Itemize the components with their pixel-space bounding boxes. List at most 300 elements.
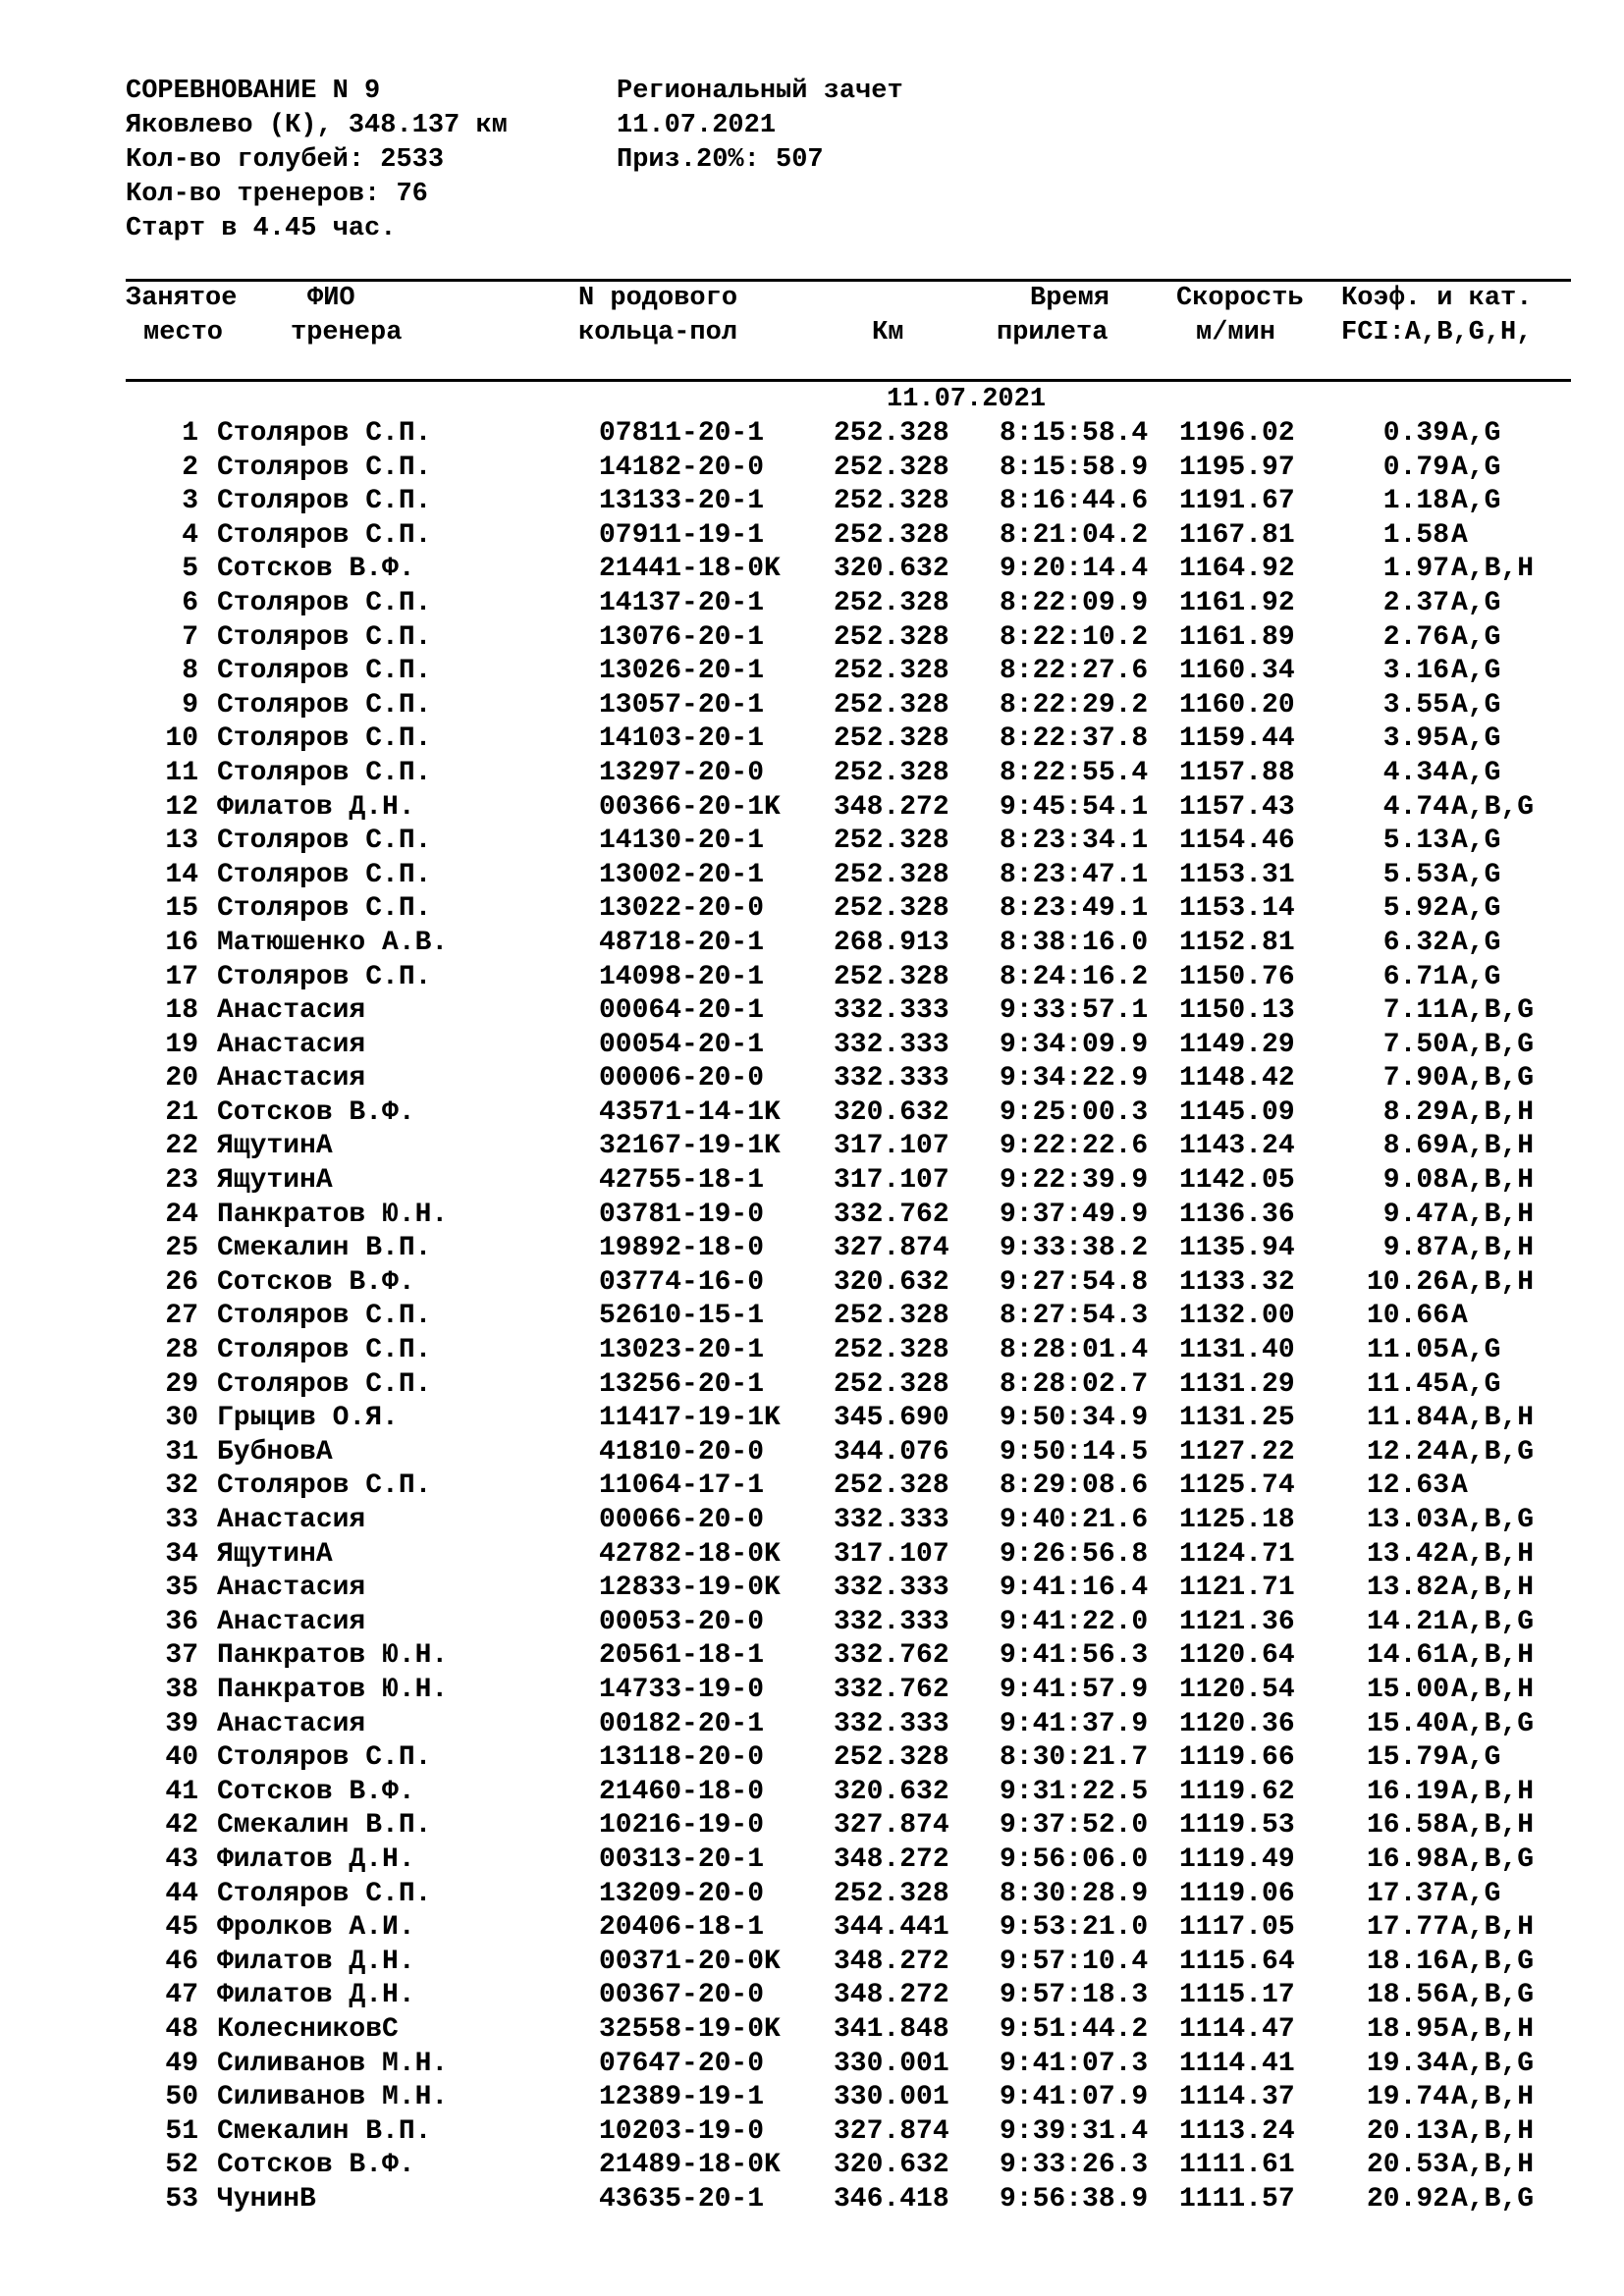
category-cell: A,G bbox=[1451, 826, 1501, 857]
fanciers-count: Кол-во тренеров: 76 bbox=[126, 180, 428, 209]
coefficient-cell: 4.34 bbox=[1382, 757, 1449, 788]
table-row bbox=[0, 1606, 1624, 1640]
arrival-time-cell: 9:41:57.9 bbox=[1000, 1674, 1149, 1705]
distance-cell: 320.632 bbox=[834, 1776, 949, 1807]
place-cell: 18 bbox=[165, 995, 198, 1027]
ring-number-cell: 13076-20-1 bbox=[599, 621, 765, 653]
arrival-time-cell: 9:26:56.8 bbox=[1000, 1538, 1149, 1570]
ring-number-cell: 43635-20-1 bbox=[599, 2183, 765, 2215]
speed-cell: 1145.09 bbox=[1179, 1096, 1295, 1128]
fancier-name-cell: Столяров С.П. bbox=[217, 1742, 432, 1774]
table-row bbox=[0, 587, 1624, 621]
table-row bbox=[0, 1469, 1624, 1504]
table-row bbox=[0, 791, 1624, 826]
fancier-name-cell: Столяров С.П. bbox=[217, 656, 432, 687]
distance-cell: 252.328 bbox=[834, 621, 949, 653]
coefficient-cell: 1.97 bbox=[1382, 554, 1449, 585]
place-cell: 34 bbox=[165, 1538, 198, 1570]
ring-number-cell: 14098-20-1 bbox=[599, 961, 765, 992]
ring-number-cell: 10203-19-0 bbox=[599, 2115, 765, 2147]
coefficient-cell: 8.69 bbox=[1382, 1131, 1449, 1162]
distance-cell: 341.848 bbox=[834, 2013, 949, 2045]
arrival-time-cell: 9:33:38.2 bbox=[1000, 1233, 1149, 1264]
table-row bbox=[0, 1504, 1624, 1538]
coefficient-cell: 19.74 bbox=[1366, 2082, 1449, 2113]
distance-cell: 320.632 bbox=[834, 2150, 949, 2181]
coefficient-cell: 0.79 bbox=[1382, 452, 1449, 483]
coefficient-cell: 17.77 bbox=[1366, 1912, 1449, 1944]
coefficient-cell: 20.92 bbox=[1366, 2183, 1449, 2215]
speed-cell: 1119.49 bbox=[1179, 1843, 1295, 1875]
table-row bbox=[0, 927, 1624, 961]
distance-cell: 252.328 bbox=[834, 826, 949, 857]
coefficient-cell: 3.16 bbox=[1382, 656, 1449, 687]
table-row bbox=[0, 1878, 1624, 1912]
arrival-time-cell: 8:22:09.9 bbox=[1000, 587, 1149, 618]
col-time-line1: Время bbox=[1030, 284, 1110, 313]
ring-number-cell: 21460-18-0 bbox=[599, 1776, 765, 1807]
arrival-time-cell: 9:27:54.8 bbox=[1000, 1266, 1149, 1298]
place-cell: 14 bbox=[165, 859, 198, 890]
speed-cell: 1150.76 bbox=[1179, 961, 1295, 992]
table-row bbox=[0, 1538, 1624, 1573]
distance-cell: 252.328 bbox=[834, 1301, 949, 1332]
coefficient-cell: 13.03 bbox=[1366, 1505, 1449, 1535]
speed-cell: 1164.92 bbox=[1179, 554, 1295, 585]
place-cell: 31 bbox=[165, 1436, 198, 1468]
arrival-time-cell: 9:31:22.5 bbox=[1000, 1776, 1149, 1807]
col-speed-line2: м/мин bbox=[1196, 318, 1276, 347]
fancier-name-cell: ЯщутинА bbox=[217, 1131, 333, 1162]
arrival-time-cell: 9:45:54.1 bbox=[1000, 791, 1149, 823]
table-row bbox=[0, 1843, 1624, 1878]
ring-number-cell: 07647-20-0 bbox=[599, 2048, 765, 2079]
speed-cell: 1195.97 bbox=[1179, 452, 1295, 483]
arrival-time-cell: 8:27:54.3 bbox=[1000, 1301, 1149, 1332]
fancier-name-cell: Столяров С.П. bbox=[217, 689, 432, 721]
table-row bbox=[0, 1809, 1624, 1843]
speed-cell: 1124.71 bbox=[1179, 1538, 1295, 1570]
fancier-name-cell: ЯщутинА bbox=[217, 1538, 333, 1570]
table-row bbox=[0, 961, 1624, 995]
place-cell: 43 bbox=[165, 1843, 198, 1875]
arrival-time-cell: 9:37:52.0 bbox=[1000, 1810, 1149, 1842]
place-cell: 3 bbox=[182, 486, 198, 517]
speed-cell: 1131.40 bbox=[1179, 1335, 1295, 1366]
place-cell: 51 bbox=[165, 2115, 198, 2147]
coefficient-cell: 20.53 bbox=[1366, 2150, 1449, 2181]
coefficient-cell: 10.66 bbox=[1366, 1301, 1449, 1332]
fancier-name-cell: Столяров С.П. bbox=[217, 826, 432, 857]
ring-number-cell: 11417-19-1K bbox=[599, 1403, 781, 1434]
table-row bbox=[0, 1199, 1624, 1233]
coefficient-cell: 13.42 bbox=[1366, 1538, 1449, 1570]
place-cell: 36 bbox=[165, 1606, 198, 1637]
category-cell: A bbox=[1451, 1301, 1468, 1332]
speed-cell: 1157.43 bbox=[1179, 791, 1295, 823]
table-row bbox=[0, 1911, 1624, 1946]
release-point: Яковлево (К), 348.137 км bbox=[126, 111, 508, 140]
ring-number-cell: 00006-20-0 bbox=[599, 1063, 765, 1095]
speed-cell: 1136.36 bbox=[1179, 1199, 1295, 1230]
fancier-name-cell: Панкратов Ю.Н. bbox=[217, 1199, 449, 1230]
speed-cell: 1115.17 bbox=[1179, 1980, 1295, 2011]
fancier-name-cell: Столяров С.П. bbox=[217, 757, 432, 788]
place-cell: 21 bbox=[165, 1096, 198, 1128]
arrival-time-cell: 9:33:26.3 bbox=[1000, 2150, 1149, 2181]
ring-number-cell: 20406-18-1 bbox=[599, 1912, 765, 1944]
distance-cell: 317.107 bbox=[834, 1131, 949, 1162]
table-row bbox=[0, 994, 1624, 1029]
fancier-name-cell: Матюшенко А.В. bbox=[217, 927, 449, 958]
distance-cell: 252.328 bbox=[834, 689, 949, 721]
arrival-time-cell: 8:15:58.4 bbox=[1000, 418, 1149, 449]
category-cell: A,G bbox=[1451, 587, 1501, 618]
fancier-name-cell: Столяров С.П. bbox=[217, 1335, 432, 1366]
place-cell: 9 bbox=[182, 689, 198, 721]
table-row bbox=[0, 1708, 1624, 1742]
table-row bbox=[0, 553, 1624, 587]
ring-number-cell: 11064-17-1 bbox=[599, 1470, 765, 1502]
ring-number-cell: 00313-20-1 bbox=[599, 1843, 765, 1875]
place-cell: 7 bbox=[182, 621, 198, 653]
fancier-name-cell: Силиванов М.Н. bbox=[217, 2082, 449, 2113]
fancier-name-cell: Столяров С.П. bbox=[217, 859, 432, 890]
fancier-name-cell: Столяров С.П. bbox=[217, 486, 432, 517]
category-cell: A,B,G bbox=[1451, 1980, 1535, 2011]
coefficient-cell: 1.18 bbox=[1382, 486, 1449, 517]
speed-cell: 1119.66 bbox=[1179, 1742, 1295, 1774]
speed-cell: 1160.20 bbox=[1179, 689, 1295, 721]
speed-cell: 1143.24 bbox=[1179, 1131, 1295, 1162]
category-cell: A,B,H bbox=[1451, 1199, 1535, 1230]
speed-cell: 1117.05 bbox=[1179, 1912, 1295, 1944]
category-cell: A,B,G bbox=[1451, 1436, 1535, 1468]
arrival-time-cell: 9:41:07.9 bbox=[1000, 2082, 1149, 2113]
distance-cell: 252.328 bbox=[834, 486, 949, 517]
distance-cell: 252.328 bbox=[834, 723, 949, 755]
speed-cell: 1150.13 bbox=[1179, 995, 1295, 1027]
distance-cell: 330.001 bbox=[834, 2048, 949, 2079]
fancier-name-cell: ЯщутинА bbox=[217, 1165, 333, 1197]
fancier-name-cell: Столяров С.П. bbox=[217, 961, 432, 992]
distance-cell: 327.874 bbox=[834, 1810, 949, 1842]
arrival-time-cell: 9:40:21.6 bbox=[1000, 1505, 1149, 1535]
category-cell: A,B,H bbox=[1451, 1538, 1535, 1570]
speed-cell: 1120.36 bbox=[1179, 1708, 1295, 1739]
coefficient-cell: 5.92 bbox=[1382, 893, 1449, 925]
category-cell: A,G bbox=[1451, 1742, 1501, 1774]
category-cell: A,B,H bbox=[1451, 2115, 1535, 2147]
place-cell: 35 bbox=[165, 1573, 198, 1604]
table-row bbox=[0, 1741, 1624, 1776]
fancier-name-cell: Столяров С.П. bbox=[217, 1878, 432, 1909]
speed-cell: 1120.64 bbox=[1179, 1640, 1295, 1672]
distance-cell: 346.418 bbox=[834, 2183, 949, 2215]
arrival-time-cell: 8:38:16.0 bbox=[1000, 927, 1149, 958]
category-cell: A,B,H bbox=[1451, 1776, 1535, 1807]
distance-cell: 348.272 bbox=[834, 791, 949, 823]
table-row bbox=[0, 1096, 1624, 1131]
speed-cell: 1131.29 bbox=[1179, 1368, 1295, 1400]
speed-cell: 1153.14 bbox=[1179, 893, 1295, 925]
date-group-label: 11.07.2021 bbox=[887, 385, 1047, 414]
ring-number-cell: 52610-15-1 bbox=[599, 1301, 765, 1332]
category-cell: A,G bbox=[1451, 486, 1501, 517]
table-row bbox=[0, 1979, 1624, 2013]
fancier-name-cell: Силиванов М.Н. bbox=[217, 2048, 449, 2079]
ring-number-cell: 07811-20-1 bbox=[599, 418, 765, 449]
coefficient-cell: 11.05 bbox=[1366, 1335, 1449, 1366]
distance-cell: 252.328 bbox=[834, 1742, 949, 1774]
place-cell: 32 bbox=[165, 1470, 198, 1502]
coefficient-cell: 16.58 bbox=[1366, 1810, 1449, 1842]
arrival-time-cell: 9:37:49.9 bbox=[1000, 1199, 1149, 1230]
place-cell: 46 bbox=[165, 1946, 198, 1977]
arrival-time-cell: 9:33:57.1 bbox=[1000, 995, 1149, 1027]
table-row bbox=[0, 1402, 1624, 1436]
category-cell: A,B,H bbox=[1451, 1912, 1535, 1944]
place-cell: 33 bbox=[165, 1505, 198, 1535]
place-cell: 17 bbox=[165, 961, 198, 992]
coefficient-cell: 12.24 bbox=[1366, 1436, 1449, 1468]
place-cell: 48 bbox=[165, 2013, 198, 2045]
distance-cell: 344.441 bbox=[834, 1912, 949, 1944]
table-row bbox=[0, 1639, 1624, 1674]
ring-number-cell: 14103-20-1 bbox=[599, 723, 765, 755]
distance-cell: 252.328 bbox=[834, 961, 949, 992]
place-cell: 28 bbox=[165, 1335, 198, 1366]
speed-cell: 1153.31 bbox=[1179, 859, 1295, 890]
speed-cell: 1113.24 bbox=[1179, 2115, 1295, 2147]
distance-cell: 332.333 bbox=[834, 1505, 949, 1535]
competition-title: СОРЕВНОВАНИЕ N 9 bbox=[126, 77, 381, 106]
category-cell: A,B,G bbox=[1451, 1063, 1535, 1095]
results-table bbox=[0, 417, 1624, 2216]
speed-cell: 1114.37 bbox=[1179, 2082, 1295, 2113]
category-cell: A,B,G bbox=[1451, 2048, 1535, 2079]
col-place-line1: Занятое bbox=[126, 284, 238, 313]
arrival-time-cell: 9:50:14.5 bbox=[1000, 1436, 1149, 1468]
col-km: Км bbox=[872, 318, 904, 347]
coefficient-cell: 5.13 bbox=[1382, 826, 1449, 857]
speed-cell: 1148.42 bbox=[1179, 1063, 1295, 1095]
arrival-time-cell: 9:51:44.2 bbox=[1000, 2013, 1149, 2045]
arrival-time-cell: 9:56:06.0 bbox=[1000, 1843, 1149, 1875]
fancier-name-cell: Столяров С.П. bbox=[217, 1470, 432, 1502]
place-cell: 52 bbox=[165, 2150, 198, 2181]
fancier-name-cell: Анастасия bbox=[217, 1573, 366, 1604]
col-place-line2: место bbox=[143, 318, 224, 347]
distance-cell: 268.913 bbox=[834, 927, 949, 958]
category-cell: A bbox=[1451, 1470, 1468, 1502]
category-cell: A,G bbox=[1451, 927, 1501, 958]
distance-cell: 332.762 bbox=[834, 1674, 949, 1705]
ring-number-cell: 13133-20-1 bbox=[599, 486, 765, 517]
ring-number-cell: 00054-20-1 bbox=[599, 1029, 765, 1060]
coefficient-cell: 16.98 bbox=[1366, 1843, 1449, 1875]
arrival-time-cell: 9:22:22.6 bbox=[1000, 1131, 1149, 1162]
table-row bbox=[0, 1572, 1624, 1606]
place-cell: 30 bbox=[165, 1403, 198, 1434]
fancier-name-cell: Столяров С.П. bbox=[217, 519, 432, 551]
place-cell: 50 bbox=[165, 2082, 198, 2113]
ring-number-cell: 00366-20-1K bbox=[599, 791, 781, 823]
category-cell: A,B,H bbox=[1451, 1573, 1535, 1604]
arrival-time-cell: 9:20:14.4 bbox=[1000, 554, 1149, 585]
fancier-name-cell: КолесниковС bbox=[217, 2013, 399, 2045]
ring-number-cell: 14733-19-0 bbox=[599, 1674, 765, 1705]
category-cell: A,B,H bbox=[1451, 2082, 1535, 2113]
category-cell: A,G bbox=[1451, 893, 1501, 925]
coefficient-cell: 3.95 bbox=[1382, 723, 1449, 755]
distance-cell: 330.001 bbox=[834, 2082, 949, 2113]
arrival-time-cell: 8:23:47.1 bbox=[1000, 859, 1149, 890]
speed-cell: 1121.71 bbox=[1179, 1573, 1295, 1604]
category-cell: A,G bbox=[1451, 621, 1501, 653]
fancier-name-cell: Столяров С.П. bbox=[217, 893, 432, 925]
coefficient-cell: 15.40 bbox=[1366, 1708, 1449, 1739]
category-cell: A,G bbox=[1451, 689, 1501, 721]
ring-number-cell: 13057-20-1 bbox=[599, 689, 765, 721]
arrival-time-cell: 8:23:49.1 bbox=[1000, 893, 1149, 925]
speed-cell: 1142.05 bbox=[1179, 1165, 1295, 1197]
table-row bbox=[0, 722, 1624, 757]
table-row bbox=[0, 825, 1624, 859]
ring-number-cell: 13118-20-0 bbox=[599, 1742, 765, 1774]
ring-number-cell: 13297-20-0 bbox=[599, 757, 765, 788]
arrival-time-cell: 8:22:37.8 bbox=[1000, 723, 1149, 755]
speed-cell: 1132.00 bbox=[1179, 1301, 1295, 1332]
fancier-name-cell: Филатов Д.Н. bbox=[217, 1980, 415, 2011]
ring-number-cell: 48718-20-1 bbox=[599, 927, 765, 958]
category-cell: A,G bbox=[1451, 418, 1501, 449]
ring-number-cell: 32558-19-0K bbox=[599, 2013, 781, 2045]
table-row bbox=[0, 1776, 1624, 1810]
coefficient-cell: 14.61 bbox=[1366, 1640, 1449, 1672]
arrival-time-cell: 9:50:34.9 bbox=[1000, 1403, 1149, 1434]
table-row bbox=[0, 519, 1624, 554]
fancier-name-cell: Анастасия bbox=[217, 1505, 366, 1535]
speed-cell: 1111.61 bbox=[1179, 2150, 1295, 2181]
place-cell: 8 bbox=[182, 656, 198, 687]
table-row bbox=[0, 2183, 1624, 2217]
speed-cell: 1149.29 bbox=[1179, 1029, 1295, 1060]
coefficient-cell: 3.55 bbox=[1382, 689, 1449, 721]
distance-cell: 252.328 bbox=[834, 418, 949, 449]
coefficient-cell: 8.29 bbox=[1382, 1096, 1449, 1128]
speed-cell: 1196.02 bbox=[1179, 418, 1295, 449]
ring-number-cell: 00182-20-1 bbox=[599, 1708, 765, 1739]
speed-cell: 1191.67 bbox=[1179, 486, 1295, 517]
fancier-name-cell: Анастасия bbox=[217, 1063, 366, 1095]
ring-number-cell: 00053-20-0 bbox=[599, 1606, 765, 1637]
distance-cell: 332.333 bbox=[834, 995, 949, 1027]
arrival-time-cell: 9:39:31.4 bbox=[1000, 2115, 1149, 2147]
arrival-time-cell: 9:57:10.4 bbox=[1000, 1946, 1149, 1977]
category-cell: A,B,H bbox=[1451, 1233, 1535, 1264]
fancier-name-cell: Анастасия bbox=[217, 1606, 366, 1637]
table-row bbox=[0, 1674, 1624, 1708]
table-row bbox=[0, 892, 1624, 927]
distance-cell: 332.333 bbox=[834, 1063, 949, 1095]
distance-cell: 252.328 bbox=[834, 1335, 949, 1366]
distance-cell: 332.762 bbox=[834, 1640, 949, 1672]
coefficient-cell: 9.08 bbox=[1382, 1165, 1449, 1197]
coefficient-cell: 7.50 bbox=[1382, 1029, 1449, 1060]
ring-number-cell: 00064-20-1 bbox=[599, 995, 765, 1027]
ring-number-cell: 13023-20-1 bbox=[599, 1335, 765, 1366]
ring-number-cell: 42755-18-1 bbox=[599, 1165, 765, 1197]
ring-number-cell: 14137-20-1 bbox=[599, 587, 765, 618]
arrival-time-cell: 9:41:22.0 bbox=[1000, 1606, 1149, 1637]
col-time-line2: прилета bbox=[997, 318, 1109, 347]
place-cell: 20 bbox=[165, 1063, 198, 1095]
coefficient-cell: 6.71 bbox=[1382, 961, 1449, 992]
distance-cell: 332.333 bbox=[834, 1708, 949, 1739]
ring-number-cell: 20561-18-1 bbox=[599, 1640, 765, 1672]
place-cell: 45 bbox=[165, 1912, 198, 1944]
distance-cell: 320.632 bbox=[834, 1266, 949, 1298]
ranking-type: Региональный зачет bbox=[617, 77, 903, 106]
arrival-time-cell: 9:25:00.3 bbox=[1000, 1096, 1149, 1128]
fancier-name-cell: Столяров С.П. bbox=[217, 452, 432, 483]
arrival-time-cell: 8:21:04.2 bbox=[1000, 519, 1149, 551]
arrival-time-cell: 9:22:39.9 bbox=[1000, 1165, 1149, 1197]
col-ring-line2: кольца-пол bbox=[578, 318, 738, 347]
category-cell: A,G bbox=[1451, 1878, 1501, 1909]
speed-cell: 1125.18 bbox=[1179, 1505, 1295, 1535]
speed-cell: 1133.32 bbox=[1179, 1266, 1295, 1298]
distance-cell: 348.272 bbox=[834, 1946, 949, 1977]
arrival-time-cell: 8:15:58.9 bbox=[1000, 452, 1149, 483]
ring-number-cell: 32167-19-1K bbox=[599, 1131, 781, 1162]
speed-cell: 1125.74 bbox=[1179, 1470, 1295, 1502]
place-cell: 25 bbox=[165, 1233, 198, 1264]
ring-number-cell: 14182-20-0 bbox=[599, 452, 765, 483]
table-row bbox=[0, 1946, 1624, 1980]
place-cell: 12 bbox=[165, 791, 198, 823]
coefficient-cell: 1.58 bbox=[1382, 519, 1449, 551]
arrival-time-cell: 9:41:16.4 bbox=[1000, 1573, 1149, 1604]
coefficient-cell: 19.34 bbox=[1366, 2048, 1449, 2079]
distance-cell: 317.107 bbox=[834, 1165, 949, 1197]
category-cell: A,B,G bbox=[1451, 1843, 1535, 1875]
speed-cell: 1119.53 bbox=[1179, 1810, 1295, 1842]
distance-cell: 252.328 bbox=[834, 1470, 949, 1502]
table-row bbox=[0, 2081, 1624, 2115]
table-row bbox=[0, 1334, 1624, 1368]
distance-cell: 332.333 bbox=[834, 1573, 949, 1604]
distance-cell: 344.076 bbox=[834, 1436, 949, 1468]
category-cell: A,B,H bbox=[1451, 1640, 1535, 1672]
coefficient-cell: 2.37 bbox=[1382, 587, 1449, 618]
place-cell: 38 bbox=[165, 1674, 198, 1705]
category-cell: A,G bbox=[1451, 656, 1501, 687]
arrival-time-cell: 8:22:27.6 bbox=[1000, 656, 1149, 687]
fancier-name-cell: Сотсков В.Ф. bbox=[217, 1266, 415, 1298]
arrival-time-cell: 9:41:07.3 bbox=[1000, 2048, 1149, 2079]
place-cell: 26 bbox=[165, 1266, 198, 1298]
distance-cell: 348.272 bbox=[834, 1980, 949, 2011]
table-row bbox=[0, 452, 1624, 486]
category-cell: A,B,H bbox=[1451, 1674, 1535, 1705]
place-cell: 15 bbox=[165, 893, 198, 925]
place-cell: 23 bbox=[165, 1165, 198, 1197]
place-cell: 27 bbox=[165, 1301, 198, 1332]
speed-cell: 1161.89 bbox=[1179, 621, 1295, 653]
speed-cell: 1157.88 bbox=[1179, 757, 1295, 788]
